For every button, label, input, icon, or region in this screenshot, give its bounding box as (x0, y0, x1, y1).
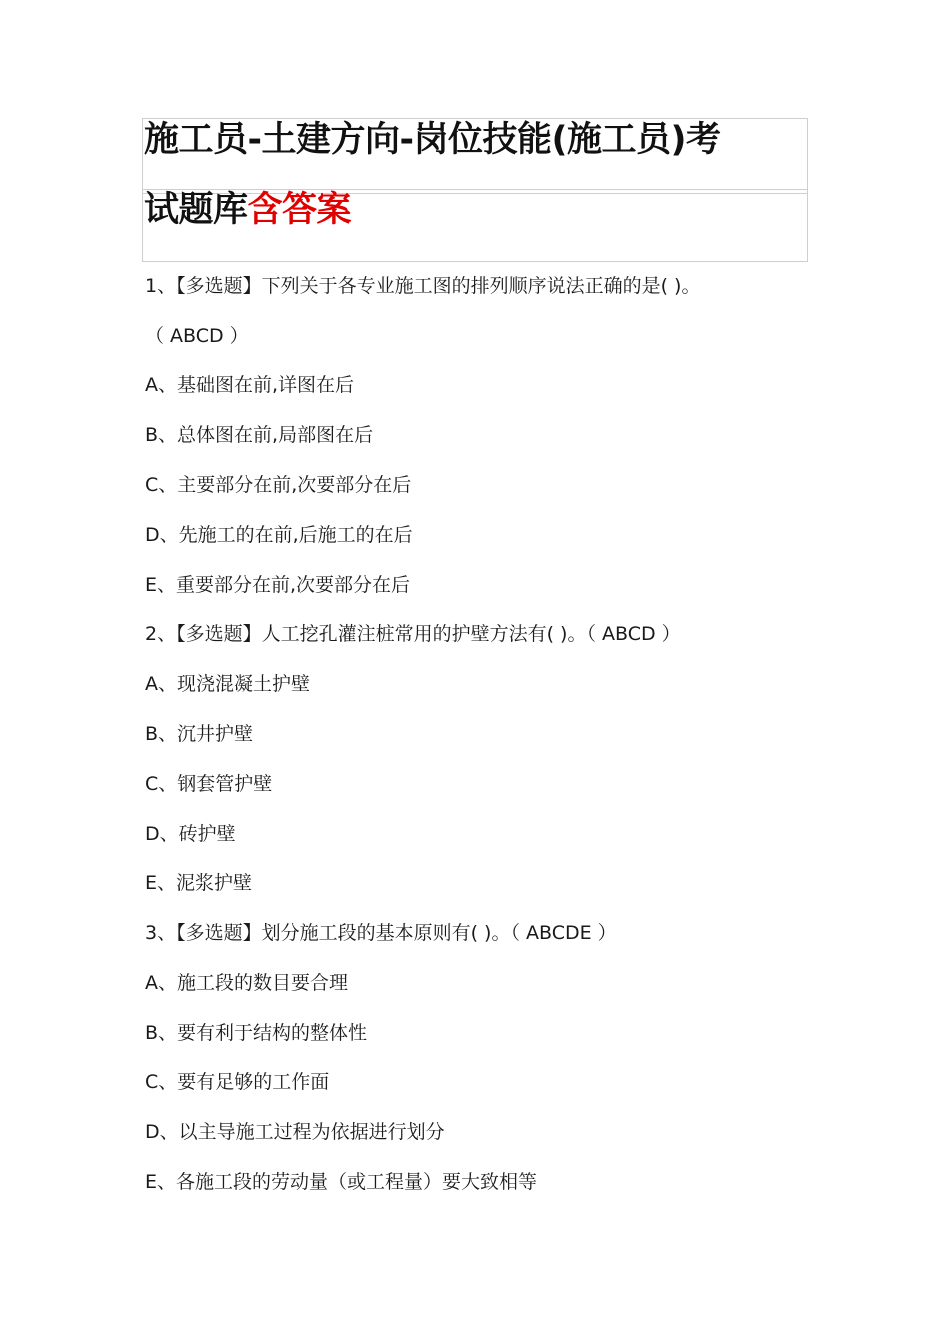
question-1-answer: （ ABCD ） (145, 325, 249, 347)
question-2-option-b: B、沉井护壁 (145, 723, 254, 745)
question-2-stem: 2、【多选题】人工挖孔灌注桩常用的护壁方法有( )。（ ABCD ） (145, 623, 681, 645)
document-title-black: 试题库 (144, 190, 248, 230)
question-2-option-a: A、现浇混凝土护壁 (145, 673, 310, 695)
question-3-option-c: C、要有足够的工作面 (145, 1071, 330, 1093)
title-block (142, 118, 808, 262)
question-3-option-a: A、施工段的数目要合理 (145, 972, 348, 994)
question-1-stem: 1、【多选题】下列关于各专业施工图的排列顺序说法正确的是( )。 (145, 275, 701, 297)
document-title-red: 含答案 (247, 190, 352, 230)
document-title-line-1: 施工员-土建方向-岗位技能(施工员)考 (144, 120, 721, 160)
question-1-option-a: A、基础图在前,详图在后 (145, 374, 355, 396)
title-rule-bottom (142, 261, 808, 262)
document-title-line-2 (144, 182, 351, 232)
question-3-option-d: D、以主导施工过程为依据进行划分 (145, 1121, 445, 1143)
question-3-option-e: E、各施工段的劳动量（或工程量）要大致相等 (145, 1171, 538, 1193)
question-1-option-b: B、总体图在前,局部图在后 (145, 424, 374, 446)
question-3-option-b: B、要有利于结构的整体性 (145, 1022, 368, 1044)
question-1-option-d: D、先施工的在前,后施工的在后 (145, 524, 413, 546)
question-2-option-c: C、钢套管护壁 (145, 773, 273, 795)
question-3-stem: 3、【多选题】划分施工段的基本原则有( )。（ ABCDE ） (145, 922, 617, 944)
title-rule-right (807, 118, 808, 262)
title-rule-left (142, 118, 143, 262)
question-1-option-c: C、主要部分在前,次要部分在后 (145, 474, 412, 496)
question-2-option-d: D、砖护壁 (145, 823, 236, 845)
question-2-option-e: E、泥浆护壁 (145, 872, 253, 894)
question-1-option-e: E、重要部分在前,次要部分在后 (145, 574, 411, 596)
